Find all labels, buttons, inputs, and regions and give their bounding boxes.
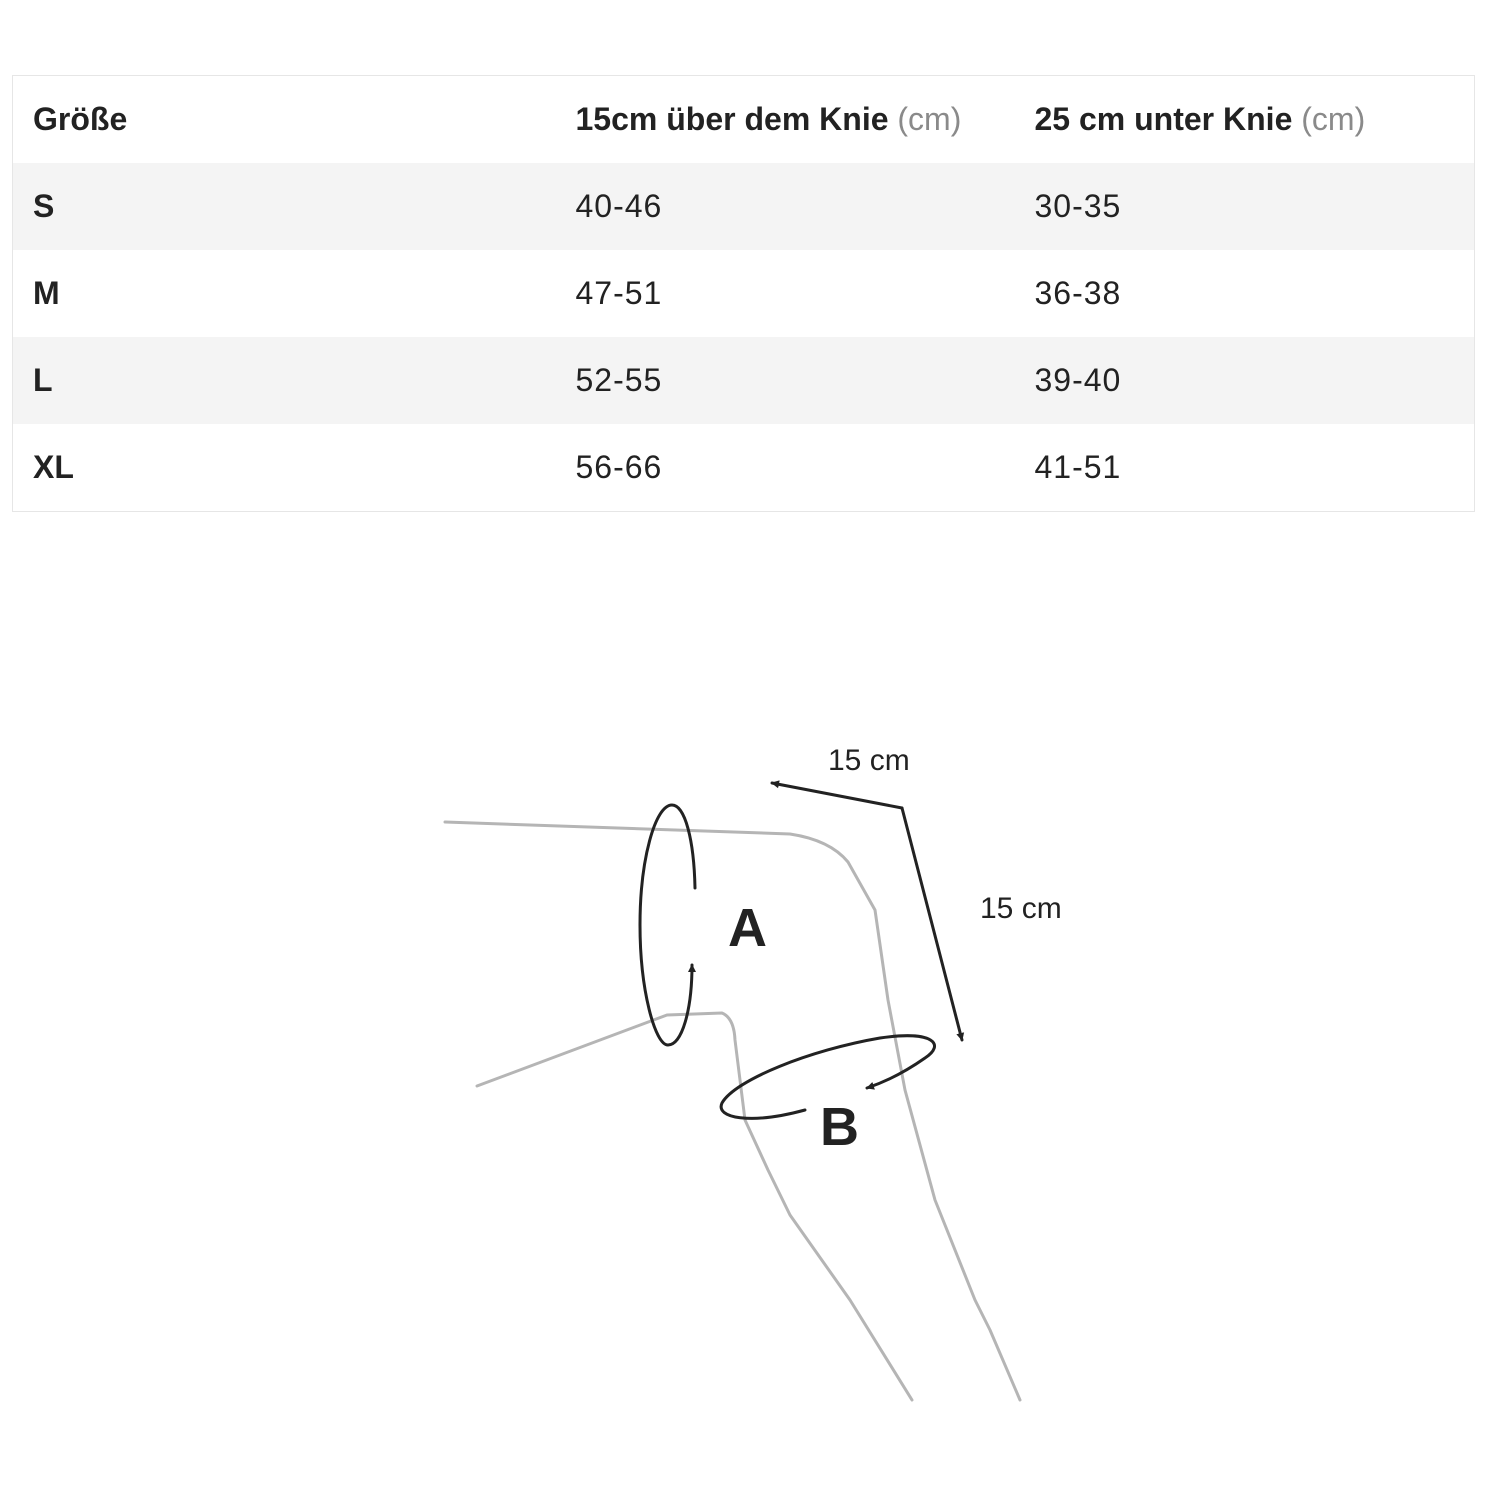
size-cell: L bbox=[33, 362, 53, 398]
header-size: Größe bbox=[33, 101, 128, 137]
above-knee-cell: 52-55 bbox=[575, 362, 663, 398]
header-below-unit: (cm) bbox=[1301, 101, 1366, 137]
dimension-arrow-top bbox=[772, 783, 902, 808]
below-knee-cell: 30-35 bbox=[1034, 188, 1122, 224]
header-above-knee: 15cm über dem Knie (cm) bbox=[575, 101, 962, 137]
leg-outline-lower bbox=[477, 1013, 912, 1400]
header-below-knee: 25 cm unter Knie (cm) bbox=[1034, 101, 1366, 137]
measurement-label-a: A bbox=[728, 898, 767, 958]
size-cell: XL bbox=[33, 449, 74, 485]
measurement-label-b: B bbox=[820, 1097, 859, 1157]
size-cell: M bbox=[33, 275, 60, 311]
dimension-label-side: 15 cm bbox=[980, 892, 1062, 925]
above-knee-cell: 56-66 bbox=[575, 449, 663, 485]
below-knee-cell: 39-40 bbox=[1034, 362, 1122, 398]
above-knee-cell: 47-51 bbox=[575, 275, 663, 311]
below-knee-cell: 36-38 bbox=[1034, 275, 1122, 311]
loop-a-icon bbox=[640, 805, 695, 1045]
dimension-label-top: 15 cm bbox=[828, 744, 910, 777]
above-knee-cell: 40-46 bbox=[575, 188, 663, 224]
dimension-arrow-side bbox=[902, 808, 962, 1040]
size-cell: S bbox=[33, 188, 55, 224]
header-above-unit: (cm) bbox=[897, 101, 962, 137]
below-knee-cell: 41-51 bbox=[1034, 449, 1122, 485]
